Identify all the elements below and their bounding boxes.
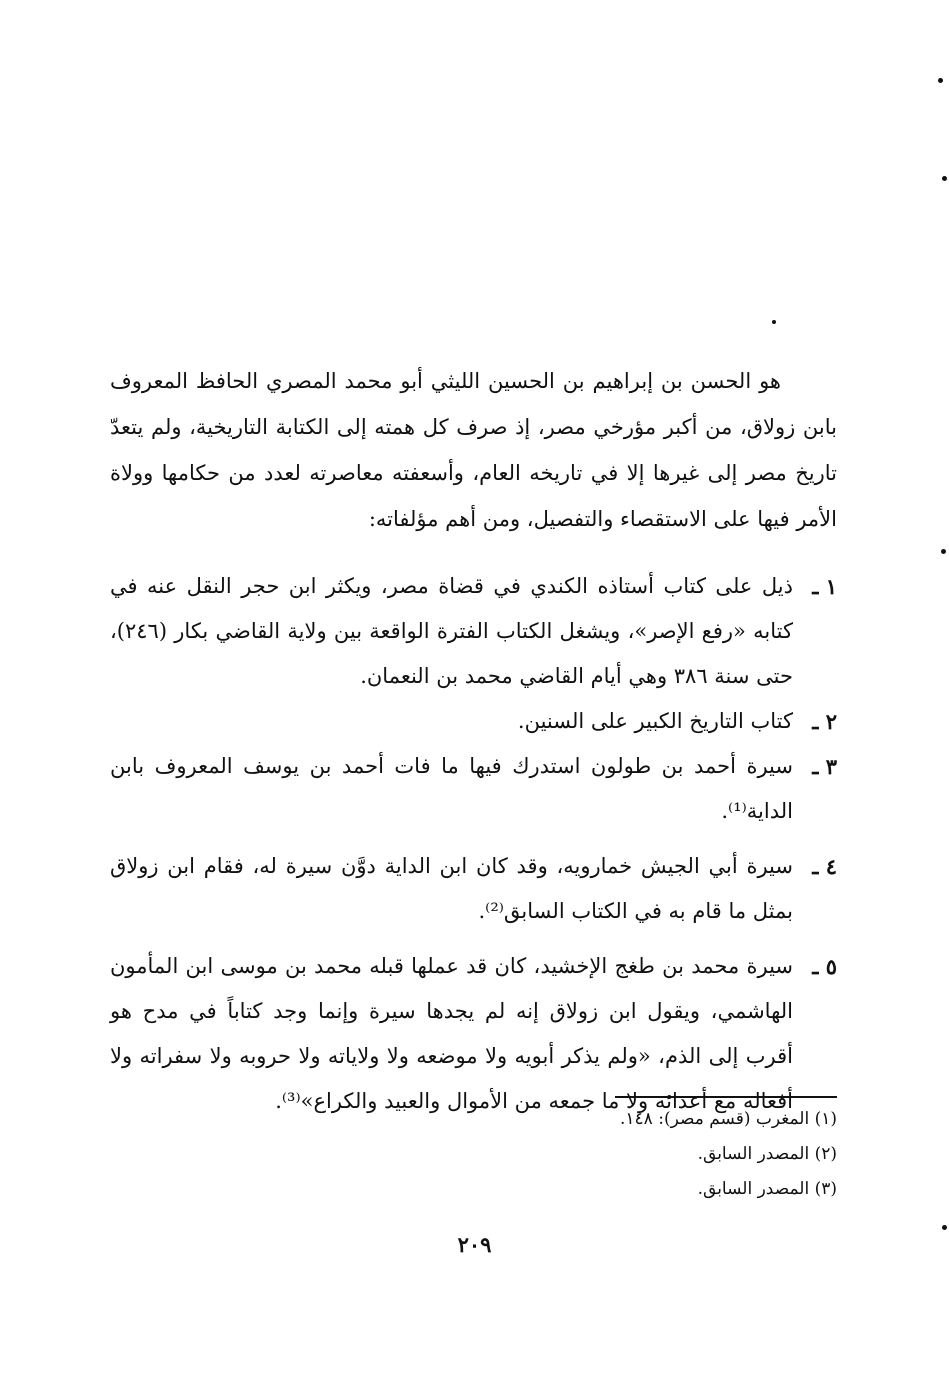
item-text: ذيل على كتاب أستاذه الكندي في قضاة مصر، ويكثر ابن حجر النقل عنه في كتابه «رفع الإصر»، ويشغل الكتاب الفترة الواقعة بين ولاية القاضي بكار (٢٤٦)، حتى سنة ٣٨٦ وهي أيام القاضي محمد بن النعمان. <box>110 574 793 688</box>
page-number: ٢٠٩ <box>457 1232 492 1257</box>
scan-speck <box>942 1225 947 1230</box>
main-text <box>110 358 837 1124</box>
item-text: سيرة أحمد بن طولون استدرك فيها ما فات أحمد بن يوسف المعروف بابن الداية⁽¹⁾. <box>110 754 793 823</box>
list-item <box>110 564 837 699</box>
item-number: ١ ـ <box>812 574 837 599</box>
item-text: سيرة محمد بن طغج الإخشيد، كان قد عملها قبله محمد بن موسى ابن المأمون الهاشمي، ويقول ابن زولاق إنه لم يجدها سيرة وإنما وجد كتاباً في مدح هو أقرب إلى الذم، «ولم يذكر أبويه ولا موضعه ولا ولاياته ولا حروبه ولا سفراته ولا أفعاله مع أعدائه ولا ما جمعه من الأموال والعبيد والكراع»⁽³⁾. <box>110 954 793 1113</box>
list-item <box>110 744 837 834</box>
footnotes <box>337 1102 837 1207</box>
scan-speck <box>942 176 947 181</box>
scan-speck <box>772 320 776 324</box>
scan-speck <box>938 78 943 83</box>
item-text: كتاب التاريخ الكبير على السنين. <box>517 709 793 733</box>
works-list <box>110 564 837 1124</box>
scan-speck <box>941 549 946 554</box>
footnote-divider <box>615 1096 837 1098</box>
footnote-3: (٣) المصدر السابق. <box>697 1179 837 1199</box>
list-item <box>110 844 837 934</box>
item-number: ٤ ـ <box>812 854 837 879</box>
item-number: ٣ ـ <box>812 754 837 779</box>
list-item <box>110 699 837 744</box>
item-number: ٥ ـ <box>812 954 837 979</box>
item-text: سيرة أبي الجيش خمارويه، وقد كان ابن الداية دوَّن سيرة له، فقام ابن زولاق بمثل ما قام به في الكتاب السابق⁽²⁾. <box>110 854 793 923</box>
footnote-1: (١) المغرب (قسم مصر): ١٤٨. <box>620 1109 837 1129</box>
footnote-2: (٢) المصدر السابق. <box>697 1144 837 1164</box>
item-number: ٢ ـ <box>812 709 837 734</box>
intro-paragraph: هو الحسن بن إبراهيم بن الحسين الليثي أبو محمد المصري الحافظ المعروف بابن زولاق، من أكبر مؤرخي مصر، إذ صرف كل همته إلى الكتابة التاريخية، ولم يتعدّ تاريخ مصر إلى غيرها إلا في تاريخه العام، وأسعفته معاصرته لعدد من حكامها وولاة الأمر فيها على الاستقصاء والتفصيل، ومن أهم مؤلفاته: <box>110 369 837 531</box>
